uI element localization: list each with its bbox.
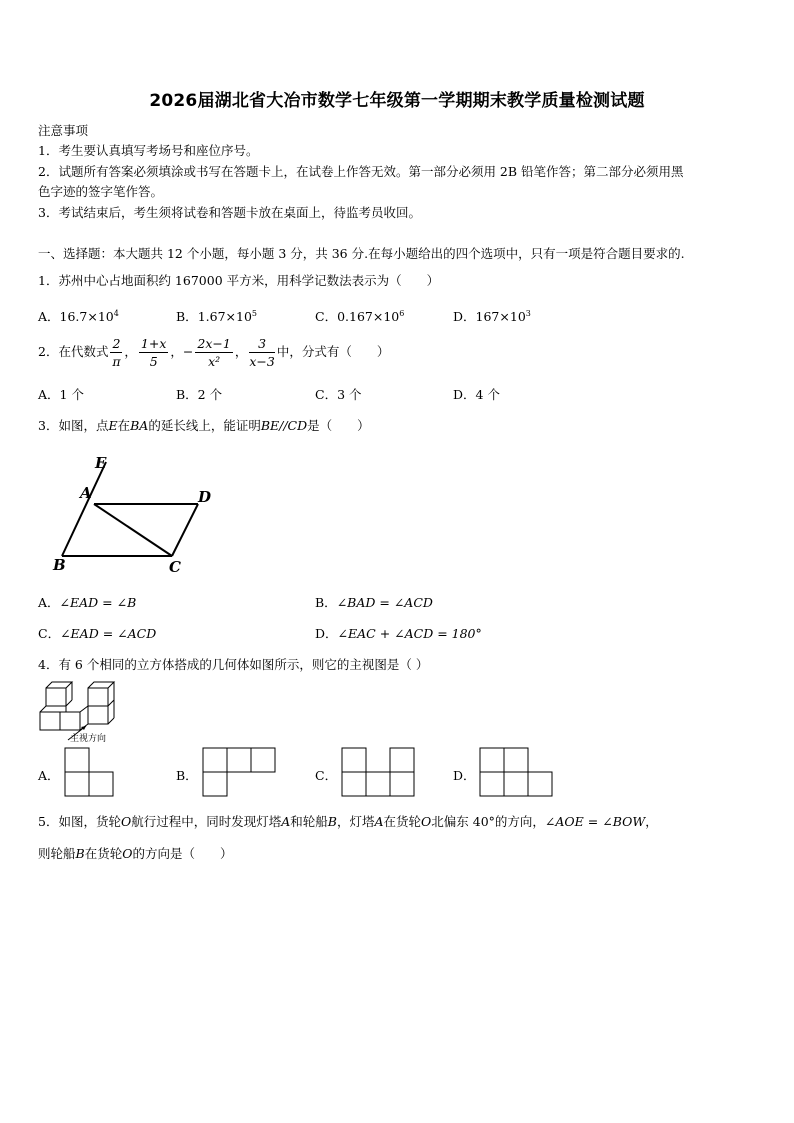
q3-option-b: B．∠BAD = ∠ACD [315,595,433,610]
label-E: E [95,454,107,472]
q1-option-b: B．$1.67\times 10^5$ [176,308,257,324]
q4-option-c-view [341,747,415,797]
q4-option-a-view [64,747,114,797]
q4-option-d-label: D． [453,768,476,783]
label-B: B [53,556,66,574]
label-C: C [169,558,181,576]
question-5-stem-line1: 5．如图，货轮O航行过程中，同时发现灯塔A和轮船B，灯塔A在货轮O北偏东 40°的方向，∠AOE = ∠BOW， [38,814,658,829]
page-title: 2026届湖北省大冶市数学七年级第一学期期末教学质量检测试题 [149,91,645,111]
q4-option-b-label: B． [176,768,198,783]
parallelogram-figure [48,448,228,578]
question-1-stem: 1．苏州中心占地面积约 167000 平方米，用科学记数法表示为（ ） [38,273,440,288]
notice-item: 2．试题所有答案必须填涂或书写在答题卡上，在试卷上作答无效。第一部分必须用 2B 铅笔作答；第二部分必须用黑 [38,164,684,179]
q2-option-c: C．3 个 [315,387,362,402]
fraction: $\frac{1+x}{5}$ [140,336,167,369]
q3-option-a: A．∠EAD = ∠B [38,595,137,610]
question-3-stem: 3．如图，点E在BA的延长线上，能证明BE//CD是（ ） [38,418,370,433]
notice-heading: 注意事项 [38,123,89,138]
question-4-stem: 4．有 6 个相同的立方体搭成的几何体如图所示，则它的主视图是（ ） [38,657,429,672]
q2-option-a: A．1 个 [38,387,84,402]
q4-option-d-view [479,747,553,797]
q3-option-c: C．∠EAD = ∠ACD [38,626,157,641]
q1-option-a: A．$16.7\times 10^4$ [38,308,119,324]
section-heading: 一、选择题：本大题共 12 个小题，每小题 3 分，共 36 分.在每小题给出的四个选项中，只有一项是符合题目要求的. [38,246,685,261]
label-A: A [80,484,92,502]
notice-item: 3．考试结束后，考生须将试卷和答题卡放在桌面上，待监考员收回。 [38,205,421,220]
q4-option-a-label: A． [38,768,60,783]
fraction: $\frac{2}{\pi}$ [112,336,121,369]
q3-option-d: D．∠EAC + ∠ACD = 180° [315,626,482,641]
label-D: D [198,488,212,506]
q1-option-c: C．$0.167\times 10^6$ [315,308,405,324]
question-2-stem: 2．在代数式 $\frac{2}{\pi}$ ， $\frac{1+x}{5}$ ，− $\frac{2x-1}{\text{x²}}$ ， $\frac{3}{x-3}$ 中，分式有（ ） [38,336,390,369]
fraction: $\frac{2x-1}{\text{x²}}$ [197,336,231,369]
question-5-stem-line2: 则轮船B在货轮O的方向是（ ） [38,846,233,861]
notice-item: 1．考生要认真填写考场号和座位序号。 [38,143,259,158]
q1-option-d: D．$167\times 10^3$ [453,308,531,324]
q2-option-d: D．4 个 [453,387,500,402]
figure-caption: 主视方向 [70,734,107,744]
fraction: $\frac{3}{x-3}$ [249,336,275,369]
q4-option-b-view [202,747,276,797]
q2-option-b: B．2 个 [176,387,223,402]
q4-option-c-label: C． [315,768,338,783]
notice-item: 色字迹的签字笔作答。 [38,184,164,199]
